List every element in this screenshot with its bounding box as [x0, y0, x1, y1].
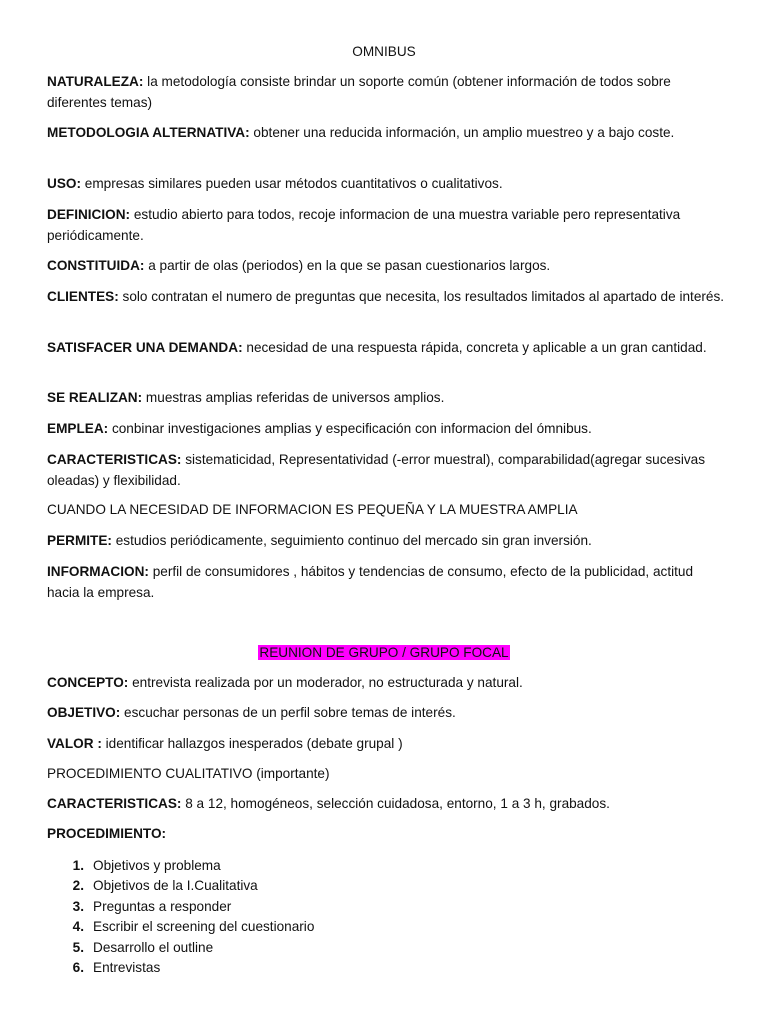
- entry-label: PERMITE:: [47, 533, 112, 548]
- entry-permite: [47, 531, 727, 552]
- entry-text: identificar hallazgos inesperados (debate grupal ): [101, 736, 403, 751]
- entry-definicion: [47, 205, 727, 246]
- entry-objetivo: [47, 703, 727, 724]
- list-text: Preguntas a responder: [93, 899, 232, 914]
- entry-label: PROCEDIMIENTO:: [47, 826, 167, 841]
- entry-informacion: [47, 562, 727, 603]
- entry-procedimiento-cualitativo: [47, 764, 727, 785]
- entry-text: obtener una reducida información, un amplio muestreo y a bajo coste.: [249, 125, 675, 140]
- entry-text: a partir de olas (periodos) en la que se pasan cuestionarios largos.: [144, 258, 551, 273]
- entry-emplea: [47, 419, 727, 440]
- entry-text: conbinar investigaciones amplias y especificación con informacion del ómnibus.: [108, 421, 592, 436]
- list-item: [60, 897, 231, 918]
- entry-label: SATISFACER UNA DEMANDA:: [47, 340, 243, 355]
- entry-satisfacer-demanda: [47, 338, 727, 359]
- list-item: [60, 938, 213, 959]
- entry-label: DEFINICION:: [47, 207, 131, 222]
- entry-text: estudio abierto para todos, recoje informacion de una muestra variable pero representativa periódicamente.: [47, 207, 681, 243]
- list-text: Escribir el screening del cuestionario: [93, 919, 315, 934]
- entry-necesidad-informacion: [47, 500, 727, 521]
- entry-text: CUANDO LA NECESIDAD DE INFORMACION ES PEQUEÑA Y LA MUESTRA AMPLIA: [47, 502, 578, 517]
- entry-text: escuchar personas de un perfil sobre temas de interés.: [120, 705, 456, 720]
- entry-caracteristicas-focal: [47, 794, 727, 815]
- entry-label: SE REALIZAN:: [47, 390, 143, 405]
- list-number: 5.: [72, 940, 84, 955]
- entry-constituida: [47, 256, 727, 277]
- entry-label: CONSTITUIDA:: [47, 258, 145, 273]
- entry-text: sistematicidad, Representatividad (-error muestral), comparabilidad(agregar sucesivas oleadas) y flexibilidad.: [47, 452, 706, 488]
- entry-procedimiento: [47, 824, 727, 845]
- list-item: [60, 876, 258, 897]
- page-title: [0, 42, 768, 63]
- list-number: 2.: [72, 878, 84, 893]
- list-item: [60, 958, 160, 979]
- entry-naturaleza: [47, 72, 727, 113]
- entry-text: estudios periódicamente, seguimiento continuo del mercado sin gran inversión.: [111, 533, 592, 548]
- list-number: 6.: [72, 960, 84, 975]
- list-number: 4.: [72, 919, 84, 934]
- entry-text: muestras amplias referidas de universos amplios.: [142, 390, 445, 405]
- section-title: [0, 643, 768, 664]
- page-title-text: OMNIBUS: [352, 44, 416, 59]
- entry-text: necesidad de una respuesta rápida, concreta y aplicable a un gran cantidad.: [242, 340, 707, 355]
- entry-clientes: [47, 287, 727, 308]
- entry-valor: [47, 734, 727, 755]
- entry-concepto: [47, 673, 727, 694]
- list-number: 3.: [72, 899, 84, 914]
- entry-text: empresas similares pueden usar métodos cuantitativos o cualitativos.: [80, 176, 503, 191]
- entry-metodologia-alternativa: [47, 123, 727, 144]
- entry-label: METODOLOGIA ALTERNATIVA:: [47, 125, 250, 140]
- entry-caracteristicas: [47, 450, 727, 491]
- entry-label: CARACTERISTICAS:: [47, 796, 182, 811]
- entry-se-realizan: [47, 388, 727, 409]
- list-text: Entrevistas: [93, 960, 161, 975]
- list-text: Desarrollo el outline: [93, 940, 214, 955]
- entry-text: 8 a 12, homogéneos, selección cuidadosa, entorno, 1 a 3 h, grabados.: [181, 796, 610, 811]
- entry-uso: [47, 174, 727, 195]
- entry-label: OBJETIVO:: [47, 705, 121, 720]
- entry-label: CARACTERISTICAS:: [47, 452, 182, 467]
- entry-text: la metodología consiste brindar un soporte común (obtener información de todos sobre diferentes temas): [47, 74, 671, 110]
- list-text: Objetivos de la I.Cualitativa: [93, 878, 258, 893]
- entry-label: NATURALEZA:: [47, 74, 144, 89]
- entry-text: PROCEDIMIENTO CUALITATIVO (importante): [47, 766, 330, 781]
- entry-text: solo contratan el numero de preguntas que necesita, los resultados limitados al apartado de interés.: [118, 289, 725, 304]
- list-text: Objetivos y problema: [93, 858, 221, 873]
- entry-text: perfil de consumidores , hábitos y tendencias de consumo, efecto de la publicidad, actitud hacia la empresa.: [47, 564, 694, 600]
- entry-text: entrevista realizada por un moderador, no estructurada y natural.: [128, 675, 523, 690]
- section-title-highlight: REUNION DE GRUPO / GRUPO FOCAL: [259, 645, 509, 660]
- entry-label: CONCEPTO:: [47, 675, 129, 690]
- list-item: [60, 856, 221, 877]
- entry-label: VALOR :: [47, 736, 102, 751]
- entry-label: USO:: [47, 176, 81, 191]
- entry-label: EMPLEA:: [47, 421, 109, 436]
- list-item: [60, 917, 314, 938]
- list-number: 1.: [72, 858, 84, 873]
- entry-label: CLIENTES:: [47, 289, 119, 304]
- entry-label: INFORMACION:: [47, 564, 149, 579]
